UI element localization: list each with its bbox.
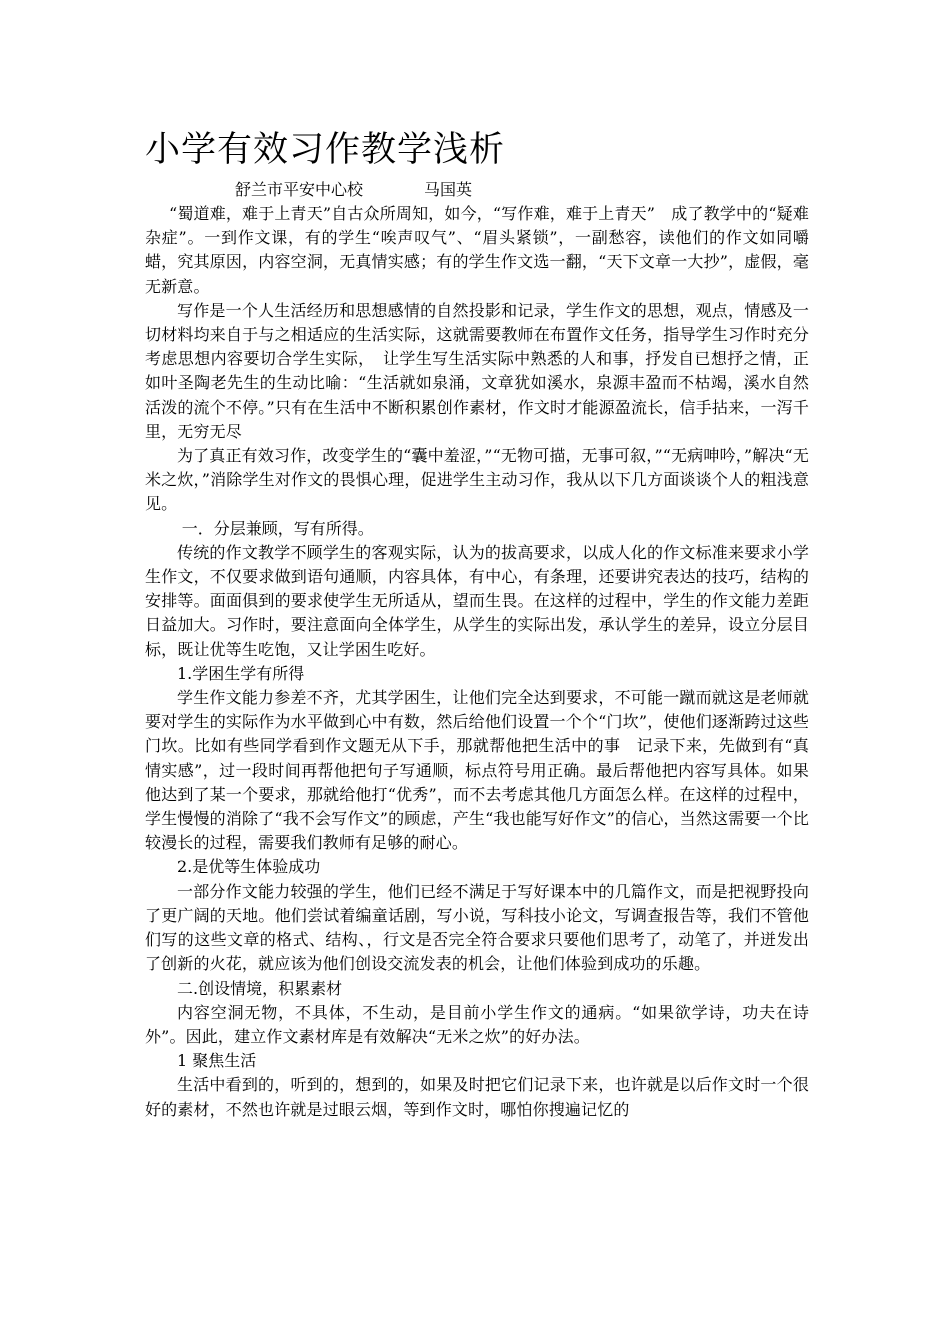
body-paragraph: 生活中看到的，听到的，想到的，如果及时把它们记录下来，也许就是以后作文时一个很好的素材，不然也许就是过眼云烟，等到作文时，哪怕你搜遍记忆的 <box>145 1075 809 1119</box>
body-paragraph: 内容空洞无物，不具体，不生动，是目前小学生作文的通病。“如果欲学诗，功夫在诗外”。因此，建立作文素材库是有效解决“无米之炊”的好办法。 <box>145 1002 809 1046</box>
author-byline: 舒兰市平安中心校 马国英 <box>235 180 473 199</box>
section-heading: 1.学困生学有所得 <box>177 663 305 683</box>
body-paragraph: 传统的作文教学不顾学生的客观实际，认为的拔高要求，以成人化的作文标准来要求小学生作文，不仅要求做到语句通顺，内容具体，有中心，有条理，还要讲究表达的技巧，结构的安排等。面面俱到的要求使学生无所适从，望而生畏。在这样的过程中，学生的作文能力差距日益加大。习作时，要注意面向全体学生，从学生的实际出发，承认学生的差异，设立分层目标，既让优等生吃饱，又让学困生吃好。 <box>145 542 809 659</box>
document-title: 小学有效习作教学浅析 <box>145 130 506 170</box>
document-page <box>145 122 809 1122</box>
section-heading: 二.创设情境，积累素材 <box>177 978 343 998</box>
body-paragraph: 一部分作文能力较强的学生，他们已经不满足于写好课本中的几篇作文，而是把视野投向了更广阔的天地。他们尝试着编童话剧，写小说，写科技小论文，写调查报告等，我们不管他们写的这些文章的格式、结构、，行文是否完全符合要求只要他们思考了，动笔了，并迸发出了创新的火花，就应该为他们创设交流发表的机会，让他们体验到成功的乐趣。 <box>145 881 809 974</box>
body-paragraph: 学生作文能力参差不齐，尤其学困生，让他们完全达到要求，不可能一蹴而就这是老师就要对学生的实际作为水平做到心中有数，然后给他们设置一个个“门坎”，使他们逐渐跨过这些门坎。比如有些同学看到作文题无从下手，那就帮他把生活中的事 记录下来，先做到有“真情实感”，过一段时间再帮他把句子写通顺，标点符号用正确。最后帮他把内容写具体。如果他达到了某一个要求，那就给他打“优秀”，而不去考虑其他几方面怎么样。在这样的过程中，学生慢慢的消除了“我不会写作文”的顾虑，产生“我也能写好作文”的信心，当然这需要一个比较漫长的过程，需要我们教师有足够的耐心。 <box>145 688 809 853</box>
body-paragraph: 写作是一个人生活经历和思想感情的自然投影和记录，学生作文的思想，观点，情感及一切材料均来自于与之相适应的生活实际，这就需要教师在布置作文任务，指导学生习作时充分考虑思想内容要切合学生实际， 让学生写生活实际中熟悉的人和事，抒发自已想抒之情，正如叶圣陶老先生的生动比喻：“生活就如泉涌，文章犹如溪水，泉源丰盈而不枯竭，溪水自然活泼的流个不停。”只有在生活中不断积累创作素材，作文时才能源盈流长，信手拈来，一泻千里，无穷无尽 <box>145 300 809 441</box>
section-heading: 一．分层兼顾，写有所得。 <box>181 518 374 538</box>
section-heading: 2.是优等生体验成功 <box>177 857 321 877</box>
body-paragraph: 为了真正有效习作，改变学生的“囊中羞涩，”“无物可描，无事可叙，”“无病呻吟，”解决“无米之炊，”消除学生对作文的畏惧心理，促进学生主动习作，我从以下几方面谈谈个人的粗浅意见。 <box>145 446 809 514</box>
section-heading: 1 聚焦生活 <box>177 1051 257 1071</box>
body-paragraph: “蜀道难，难于上青天”自古众所周知，如今，“写作难，难于上青天” 成了教学中的“疑难杂症”。一到作文课，有的学生“唉声叹气”、“眉头紧锁”，一副愁容，读他们的作文如同嚼蜡，究其原因，内容空洞，无真情实感；有的学生作文选一翻，“天下文章一大抄”，虚假，毫无新意。 <box>145 204 809 296</box>
document-body <box>145 202 809 1122</box>
